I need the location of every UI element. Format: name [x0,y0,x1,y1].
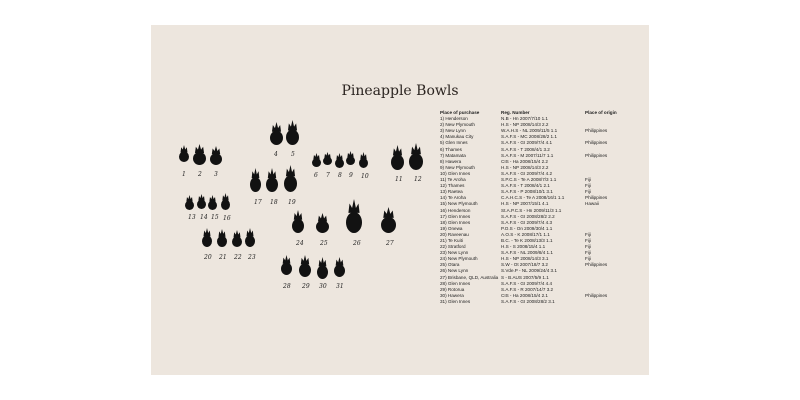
bowl-number-label: 23 [248,254,256,261]
origin-cell: Philippines [585,128,608,134]
place-header: Place of purchase [440,110,480,115]
pineapple-bowl-icon [290,210,306,235]
place-cell: 1) Henderson [440,116,468,122]
reg-cell: S.P.C.S - Te A 2008/7/3 1.1 [501,177,557,183]
reg-cell: S.A.F.S - NL 2009/8/4 1.1 [501,250,553,256]
reg-cell: H.S - NP 2007/15/1 4.1 [501,201,549,207]
place-cell: 17) Glen Innes [440,213,471,219]
bowl-number-label: 14 [200,214,208,221]
reg-cell: H.S - S 2008/15/4 1.1 [501,244,546,250]
pineapple-bowl-icon [191,144,208,167]
reg-cell: H.S - NP 2008/14/3 3.1 [501,256,549,262]
pineapple-bowl-icon [344,199,364,235]
origin-cell: Fiji [585,231,591,237]
bowl-number-label: 8 [338,172,342,179]
pineapple-bowl-icon [177,145,191,164]
place-cell: 16) Henderson [440,207,471,213]
origin-cell: Hawaii [585,201,599,207]
origin-cell: Philippines [585,140,608,146]
place-cell: 5) Glen Innes [440,140,468,146]
place-cell: 23) New Lynn [440,250,469,256]
pineapple-bowl-icon [279,255,294,277]
place-cell: 18) Glen Innes [440,219,471,225]
reg-header: Reg. Number [501,110,530,115]
place-cell: 13) Raetea [440,189,463,195]
place-cell: 10) Glen Innes [440,170,471,176]
bowl-number-label: 17 [254,199,262,206]
pineapple-bowl-icon [219,193,232,212]
origin-cell: Philippines [585,152,608,158]
place-cell: 4) Manukau City [440,134,474,140]
pineapple-bowl-icon [344,151,357,167]
reg-cell: S.A.F.S - GI 2009/7/4 4.1 [501,140,553,146]
reg-cell: P.O.S - On 2009/30/4 1.1 [501,225,553,231]
origin-cell: Fiji [585,237,591,243]
place-cell: 14) Te Aroha [440,195,466,201]
reg-cell: H.S - NP 2008/14/3 2.2 [501,164,549,170]
place-cell: 6) Thames [440,146,462,152]
pineapple-bowl-icon [332,257,347,279]
reg-cell: S.A.F.S - M 2007/11/7 1.1 [501,152,554,158]
bowl-number-label: 31 [336,283,344,290]
pineapple-bowl-icon [215,229,229,249]
reg-cell: S.A.F.S - GI 2008/28/2 2.2 [501,213,555,219]
reg-cell: C.A.H.C.S - Te A 2008/16/1 1.1 [501,195,565,201]
reg-cell: S.W - Ot 2007/18/7 3.2 [501,262,548,268]
place-cell: 20) Raveenau [440,231,469,237]
list-item [440,299,650,305]
place-cell: 29) Rotorua [440,286,465,292]
place-cell: 21) Te Kuiti [440,237,463,243]
origin-cell: Philippines [585,262,608,268]
pineapple-bowl-icon [268,122,285,147]
reg-cell: S.A.F.S - R 2007/14/7 3.2 [501,286,554,292]
origin-cell: Fiji [585,250,591,256]
bowl-number-label: 1 [182,171,186,178]
place-cell: 2) New Plymouth [440,122,475,128]
place-cell: 8) Hawera [440,158,462,164]
origin-cell: Philippines [585,195,608,201]
place-cell: 12) Thames [440,183,465,189]
pineapple-bowl-icon [243,228,257,249]
bowl-number-label: 28 [283,283,291,290]
origin-cell: Fiji [585,177,591,183]
bowl-number-label: 6 [314,172,318,179]
bowl-number-label: 13 [188,214,196,221]
place-cell: 3) New Lynn [440,128,466,134]
place-cell: 25) Otara [440,262,460,268]
bowl-number-label: 2 [198,171,202,178]
place-cell: 24) New Plymouth [440,256,478,262]
bowl-number-label: 24 [296,240,304,247]
place-cell: 31) Glen Innes [440,298,471,304]
origin-cell: Fiji [585,189,591,195]
reg-cell: S.A.F.S - MC 2008/28/2 1.1 [501,134,557,140]
pineapple-bowl-icon [200,228,214,249]
reg-cell: S.A.F.S - GI 2009/7/4 4.3 [501,219,553,225]
origin-cell: Fiji [585,256,591,262]
place-cell: 28) Glen Innes [440,280,471,286]
bowl-number-label: 10 [361,173,369,180]
bowl-number-label: 12 [414,176,422,183]
pineapple-bowl-icon [315,257,330,281]
bowl-number-label: 7 [326,172,330,179]
bowl-number-label: 18 [270,199,278,206]
reg-cell: H.S - NP 2008/14/3 2.2 [501,122,549,128]
pineapple-bowl-icon [379,207,398,235]
place-cell: 30) Hawera [440,292,464,298]
pineapple-bowl-icon [297,255,313,279]
bowl-number-label: 22 [234,254,242,261]
poster-panel [151,25,649,375]
pineapple-bowl-icon [282,165,299,194]
place-cell: 7) Matamata [440,152,466,158]
place-cell: 19) Onewa [440,225,463,231]
bowl-number-label: 16 [223,215,231,222]
bowl-number-label: 9 [349,172,353,179]
place-cell: 27) Brisbane, QLD, Australia [440,274,499,280]
bowl-number-label: 5 [291,151,295,158]
reg-cell: S.A.F.S - GI 2009/7/4 4.2 [501,170,553,176]
pineapple-bowl-icon [230,230,244,249]
reg-cell: A.O.S - K 2008/17/1 1.1 [501,231,550,237]
reg-cell: St.A.P.C.S - Hn 2009/11/3 1.1 [501,207,562,213]
reg-cell: B.C. - Te K 2008/13/3 1.1 [501,237,553,243]
reg-cell: W.A.H.S - NL 2009/11/5 1.1 [501,128,558,134]
list-rows [440,116,650,305]
reg-cell: S - B.AUS 2007/5/9 1.1 [501,274,549,280]
reg-cell: S.A.F.S - T 2008/4/1 2.1 [501,183,550,189]
origin-cell: Fiji [585,244,591,250]
reg-cell: CIS - Ha 2008/15/4 2.1 [501,292,548,298]
origin-header: Place of origin [585,110,617,115]
origin-cell: Philippines [585,292,608,298]
bowl-number-label: 15 [211,214,219,221]
reg-cell: S.A.F.S - GI 2008/28/2 3.1 [501,298,555,304]
place-cell: 11) Te Aroha [440,177,466,183]
bowl-number-label: 25 [320,240,328,247]
bowl-number-label: 21 [219,254,227,261]
reg-cell: CIS - Ha 2008/15/4 2.2 [501,158,548,164]
pineapple-bowl-icon [357,152,370,170]
pineapple-bowl-icon [264,168,280,194]
bowl-number-label: 19 [288,199,296,206]
pineapple-bowl-icon [284,120,301,147]
reg-cell: S.A.F.S - T 2008/4/1 3.2 [501,146,550,152]
reg-cell: S.Vde.P - NL 2009/24/4 3.1 [501,268,557,274]
bowl-number-label: 26 [353,240,361,247]
place-cell: 26) New Lynn [440,268,469,274]
pineapple-bowl-icon [206,195,219,212]
bowl-list [440,110,650,305]
bowl-number-label: 4 [274,151,278,158]
pineapple-bowl-icon [389,145,406,172]
reg-cell: S.A.F.S - GI 2009/7/4 4.4 [501,280,553,286]
bowl-number-label: 30 [319,283,327,290]
pineapple-bowl-icon [208,146,224,167]
bowl-number-label: 27 [386,240,394,247]
bowl-number-label: 3 [214,171,218,178]
place-cell: 9) New Plymouth [440,164,475,170]
page-title: Pineapple Bowls [341,83,459,99]
bowl-number-label: 29 [302,283,310,290]
reg-cell: S.A.F.S - P 2008/10/1 3.1 [501,189,553,195]
origin-cell: Fiji [585,183,591,189]
place-cell: 15) New Plymouth [440,201,478,207]
bowl-number-label: 20 [204,254,212,261]
pineapple-bowl-icon [407,143,425,172]
pineapple-bowl-icon [248,168,263,194]
reg-cell: N.B - Hn 2007/7/10 1.1 [501,116,548,122]
place-cell: 22) Stratford [440,244,466,250]
bowl-number-label: 11 [395,176,403,183]
pineapple-bowl-icon [314,213,331,235]
